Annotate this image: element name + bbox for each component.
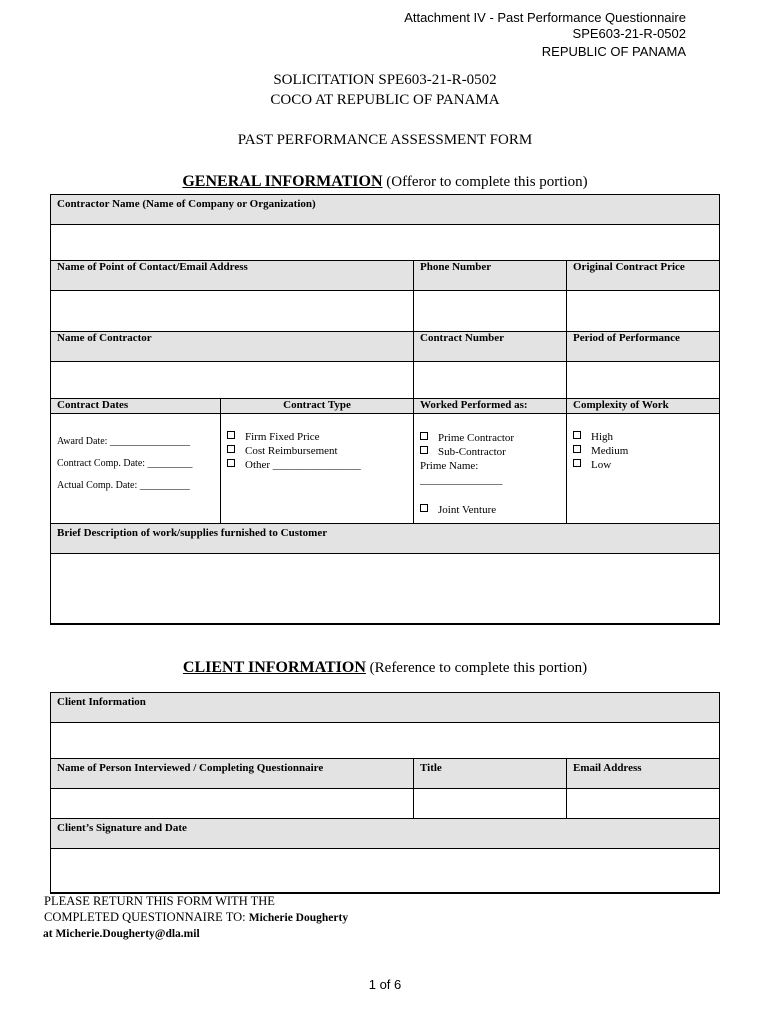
period-field[interactable] <box>567 362 720 399</box>
solicitation-number-header: SPE603-21-R-0502 <box>572 26 686 41</box>
contract-number-label: Contract Number <box>414 332 567 362</box>
coco-line: COCO AT REPUBLIC OF PANAMA <box>270 92 500 108</box>
form-title: PAST PERFORMANCE ASSESSMENT FORM <box>237 132 533 148</box>
email-label: Email Address <box>567 759 720 789</box>
signature-label: Client’s Signature and Date <box>51 819 720 849</box>
general-info-table <box>50 194 720 625</box>
option-low[interactable] <box>573 458 713 472</box>
option-label: Firm Fixed Price <box>245 431 320 443</box>
location-header: REPUBLIC OF PANAMA <box>541 44 686 59</box>
option-label: Medium <box>591 445 629 457</box>
contractor-name-label: Contractor Name (Name of Company or Organization) <box>51 195 720 225</box>
client-info-table <box>50 692 720 894</box>
option-label: Cost Reimbursement <box>245 445 338 457</box>
contract-dates-cell <box>51 414 221 524</box>
general-heading-text: GENERAL INFORMATION <box>182 173 383 190</box>
option-high[interactable] <box>573 430 713 444</box>
option-label: Other ________________ <box>245 459 361 471</box>
contact-email: at Micherie.Dougherty@dla.mil <box>43 928 200 940</box>
option-firm-fixed-price[interactable] <box>227 430 407 444</box>
original-price-field[interactable] <box>567 291 720 332</box>
option-cost-reimbursement[interactable] <box>227 444 407 458</box>
return-line-1: PLEASE RETURN THIS FORM WITH THE <box>44 894 275 908</box>
person-interviewed-field[interactable] <box>51 789 414 819</box>
complexity-label: Complexity of Work <box>567 399 720 414</box>
checkbox-icon[interactable] <box>420 504 428 512</box>
page-number: 1 of 6 <box>368 977 402 992</box>
general-info-heading <box>0 173 770 191</box>
original-price-label: Original Contract Price <box>567 261 720 291</box>
client-info-heading <box>0 659 770 677</box>
client-info-field[interactable] <box>51 723 720 759</box>
option-label: Low <box>591 459 612 471</box>
checkbox-icon[interactable] <box>573 459 581 467</box>
client-heading-note: (Reference to complete this portion) <box>369 660 588 676</box>
option-label: Joint Venture <box>438 504 497 516</box>
checkbox-icon[interactable] <box>227 431 235 439</box>
brief-description-label: Brief Description of work/supplies furnished to Customer <box>51 524 720 554</box>
contract-type-label: Contract Type <box>221 399 414 414</box>
attachment-title: Attachment IV - Past Performance Questionnaire <box>404 10 686 25</box>
option-other[interactable] <box>227 458 407 472</box>
client-heading-text: CLIENT INFORMATION <box>182 659 366 676</box>
contract-number-field[interactable] <box>414 362 567 399</box>
client-info-label: Client Information <box>51 693 720 723</box>
option-joint-venture[interactable] <box>420 503 560 517</box>
actual-comp-date[interactable]: Actual Comp. Date: __________ <box>57 480 190 491</box>
solicitation-line: SOLICITATION SPE603-21-R-0502 <box>273 72 497 88</box>
option-prime-contractor[interactable] <box>420 431 560 445</box>
worked-performed-cell <box>414 414 567 524</box>
return-line-2 <box>44 909 348 926</box>
period-label: Period of Performance <box>567 332 720 362</box>
poc-label: Name of Point of Contact/Email Address <box>51 261 414 291</box>
general-heading-note: (Offeror to complete this portion) <box>386 174 588 190</box>
option-label: High <box>591 431 613 443</box>
checkbox-icon[interactable] <box>227 445 235 453</box>
worked-performed-label: Worked Performed as: <box>414 399 567 414</box>
complexity-cell <box>567 414 720 524</box>
phone-label: Phone Number <box>414 261 567 291</box>
checkbox-icon[interactable] <box>227 459 235 467</box>
return-line-2-prefix: COMPLETED QUESTIONNAIRE TO: <box>44 910 249 924</box>
checkbox-icon[interactable] <box>573 445 581 453</box>
title-field[interactable] <box>414 789 567 819</box>
contract-comp-date[interactable]: Contract Comp. Date: _________ <box>57 458 193 469</box>
option-label: Sub-Contractor <box>438 446 506 458</box>
brief-description-field[interactable] <box>51 554 720 624</box>
option-label: Prime Contractor <box>438 432 515 444</box>
title-label: Title <box>414 759 567 789</box>
checkbox-icon[interactable] <box>573 431 581 439</box>
name-of-contractor-label: Name of Contractor <box>51 332 414 362</box>
signature-field[interactable] <box>51 849 720 893</box>
contract-type-cell <box>221 414 414 524</box>
contract-dates-label: Contract Dates <box>51 399 221 414</box>
award-date[interactable]: Award Date: ________________ <box>57 436 190 447</box>
person-interviewed-label: Name of Person Interviewed / Completing Questionnaire <box>51 759 414 789</box>
poc-field[interactable] <box>51 291 414 332</box>
checkbox-icon[interactable] <box>420 432 428 440</box>
contact-name: Micherie Dougherty <box>248 912 349 924</box>
contractor-name-field[interactable] <box>51 225 720 261</box>
email-field[interactable] <box>567 789 720 819</box>
name-of-contractor-field[interactable] <box>51 362 414 399</box>
phone-field[interactable] <box>414 291 567 332</box>
return-instructions <box>44 893 348 942</box>
checkbox-icon[interactable] <box>420 446 428 454</box>
option-sub-contractor[interactable] <box>420 445 560 459</box>
option-medium[interactable] <box>573 444 713 458</box>
prime-name-field[interactable]: Prime Name: _______________ <box>420 460 503 486</box>
